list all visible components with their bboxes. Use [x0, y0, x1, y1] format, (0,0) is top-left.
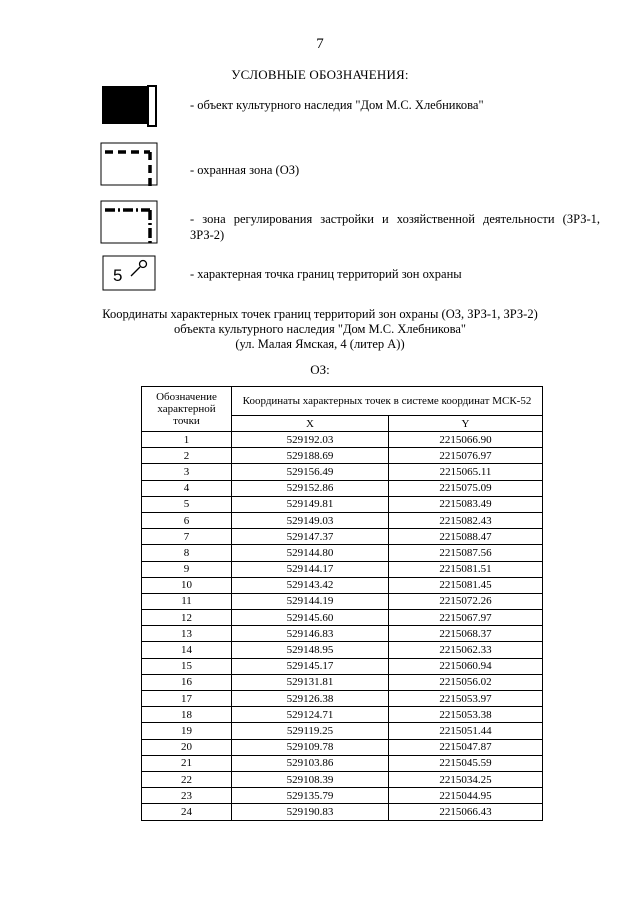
x-coordinate-cell: 529109.78	[232, 739, 389, 755]
table-row	[142, 512, 543, 528]
legend-text-characteristic-point: - характерная точка границ территорий зон охраны	[190, 267, 462, 281]
x-coordinate-cell: 529124.71	[232, 707, 389, 723]
table-row	[142, 610, 543, 626]
table-row	[142, 432, 543, 448]
y-coordinate-cell: 2215076.97	[389, 448, 543, 464]
table-row	[142, 561, 543, 577]
table-row	[142, 545, 543, 561]
table-row	[142, 626, 543, 642]
legend-title: УСЛОВНЫЕ ОБОЗНАЧЕНИЯ:	[231, 67, 409, 82]
y-coordinate-cell: 2215082.43	[389, 512, 543, 528]
y-coordinate-cell: 2215075.09	[389, 480, 543, 496]
y-coordinate-cell: 2215053.38	[389, 707, 543, 723]
table-row	[142, 723, 543, 739]
header-y: Y	[389, 416, 543, 432]
point-id-cell: 7	[142, 529, 232, 545]
table-row	[142, 496, 543, 512]
table-row	[142, 577, 543, 593]
point-id-cell: 21	[142, 755, 232, 771]
table-row	[142, 804, 543, 820]
page-number: 7	[316, 36, 324, 52]
point-id-cell: 23	[142, 788, 232, 804]
zone-label: ОЗ:	[310, 362, 330, 377]
table-row	[142, 788, 543, 804]
x-coordinate-cell: 529144.19	[232, 593, 389, 609]
x-coordinate-cell: 529156.49	[232, 464, 389, 480]
x-coordinate-cell: 529152.86	[232, 480, 389, 496]
coordinates-title-line-1: Координаты характерных точек границ территорий зон охраны (ОЗ, ЗРЗ-1, ЗРЗ-2)	[102, 307, 538, 321]
point-id-cell: 12	[142, 610, 232, 626]
x-coordinate-cell: 529119.25	[232, 723, 389, 739]
point-id-cell: 11	[142, 593, 232, 609]
header-point-id: Обозначение характерной точки	[142, 387, 232, 432]
y-coordinate-cell: 2215047.87	[389, 739, 543, 755]
y-coordinate-cell: 2215056.02	[389, 674, 543, 690]
y-coordinate-cell: 2215065.11	[389, 464, 543, 480]
x-coordinate-cell: 529144.80	[232, 545, 389, 561]
x-coordinate-cell: 529146.83	[232, 626, 389, 642]
x-coordinate-cell: 529149.81	[232, 496, 389, 512]
point-id-cell: 3	[142, 464, 232, 480]
y-coordinate-cell: 2215068.37	[389, 626, 543, 642]
coordinates-table	[141, 386, 543, 821]
table-row	[142, 593, 543, 609]
point-id-cell: 14	[142, 642, 232, 658]
point-id-cell: 22	[142, 771, 232, 787]
point-id-cell: 24	[142, 804, 232, 820]
coordinates-table-body	[142, 432, 543, 821]
point-id-cell: 8	[142, 545, 232, 561]
y-coordinate-cell: 2215045.59	[389, 755, 543, 771]
point-marker-label: 5	[113, 266, 123, 285]
y-coordinate-cell: 2215034.25	[389, 771, 543, 787]
point-id-cell: 16	[142, 674, 232, 690]
x-coordinate-cell: 529149.03	[232, 512, 389, 528]
solid-square-icon	[100, 84, 158, 128]
header-x: X	[232, 416, 389, 432]
table-row	[142, 464, 543, 480]
x-coordinate-cell: 529143.42	[232, 577, 389, 593]
table-row	[142, 707, 543, 723]
point-id-cell: 17	[142, 691, 232, 707]
y-coordinate-cell: 2215066.43	[389, 804, 543, 820]
x-coordinate-cell: 529145.60	[232, 610, 389, 626]
table-row	[142, 674, 543, 690]
y-coordinate-cell: 2215062.33	[389, 642, 543, 658]
y-coordinate-cell: 2215053.97	[389, 691, 543, 707]
header-coordinates: Координаты характерных точек в системе координат МСК-52	[232, 387, 543, 416]
point-id-cell: 2	[142, 448, 232, 464]
point-id-cell: 10	[142, 577, 232, 593]
table-row	[142, 448, 543, 464]
x-coordinate-cell: 529108.39	[232, 771, 389, 787]
table-row	[142, 691, 543, 707]
x-coordinate-cell: 529192.03	[232, 432, 389, 448]
y-coordinate-cell: 2215087.56	[389, 545, 543, 561]
coordinates-title	[0, 307, 640, 352]
dashed-boundary-icon	[100, 142, 158, 186]
table-row	[142, 658, 543, 674]
table-row	[142, 755, 543, 771]
point-id-cell: 18	[142, 707, 232, 723]
y-coordinate-cell: 2215081.51	[389, 561, 543, 577]
table-row	[142, 642, 543, 658]
x-coordinate-cell: 529190.83	[232, 804, 389, 820]
point-id-cell: 20	[142, 739, 232, 755]
x-coordinate-cell: 529103.86	[232, 755, 389, 771]
legend-text-object: - объект культурного наследия "Дом М.С. Хлебникова"	[190, 98, 484, 112]
point-id-cell: 4	[142, 480, 232, 496]
y-coordinate-cell: 2215088.47	[389, 529, 543, 545]
y-coordinate-cell: 2215083.49	[389, 496, 543, 512]
x-coordinate-cell: 529147.37	[232, 529, 389, 545]
x-coordinate-cell: 529135.79	[232, 788, 389, 804]
y-coordinate-cell: 2215081.45	[389, 577, 543, 593]
x-coordinate-cell: 529131.81	[232, 674, 389, 690]
y-coordinate-cell: 2215066.90	[389, 432, 543, 448]
coordinates-title-line-2: объекта культурного наследия "Дом М.С. Хлебникова"	[174, 322, 466, 336]
point-id-cell: 19	[142, 723, 232, 739]
y-coordinate-cell: 2215072.26	[389, 593, 543, 609]
point-marker-icon	[100, 255, 158, 299]
point-id-cell: 9	[142, 561, 232, 577]
dash-dot-boundary-icon	[100, 200, 158, 244]
table-row	[142, 529, 543, 545]
point-id-cell: 1	[142, 432, 232, 448]
table-row	[142, 771, 543, 787]
y-coordinate-cell: 2215051.44	[389, 723, 543, 739]
x-coordinate-cell: 529144.17	[232, 561, 389, 577]
x-coordinate-cell: 529126.38	[232, 691, 389, 707]
point-id-cell: 5	[142, 496, 232, 512]
coordinates-title-line-3: (ул. Малая Ямская, 4 (литер А))	[235, 337, 405, 351]
point-id-cell: 15	[142, 658, 232, 674]
legend-text-protection-zone: - охранная зона (ОЗ)	[190, 163, 300, 177]
y-coordinate-cell: 2215060.94	[389, 658, 543, 674]
x-coordinate-cell: 529188.69	[232, 448, 389, 464]
y-coordinate-cell: 2215067.97	[389, 610, 543, 626]
table-row	[142, 480, 543, 496]
point-id-cell: 6	[142, 512, 232, 528]
y-coordinate-cell: 2215044.95	[389, 788, 543, 804]
legend-text-regulation-zone: - зона регулирования застройки и хозяйственной деятельности (ЗРЗ-1, ЗРЗ-2)	[190, 212, 600, 242]
point-id-cell: 13	[142, 626, 232, 642]
x-coordinate-cell: 529148.95	[232, 642, 389, 658]
table-row	[142, 739, 543, 755]
x-coordinate-cell: 529145.17	[232, 658, 389, 674]
